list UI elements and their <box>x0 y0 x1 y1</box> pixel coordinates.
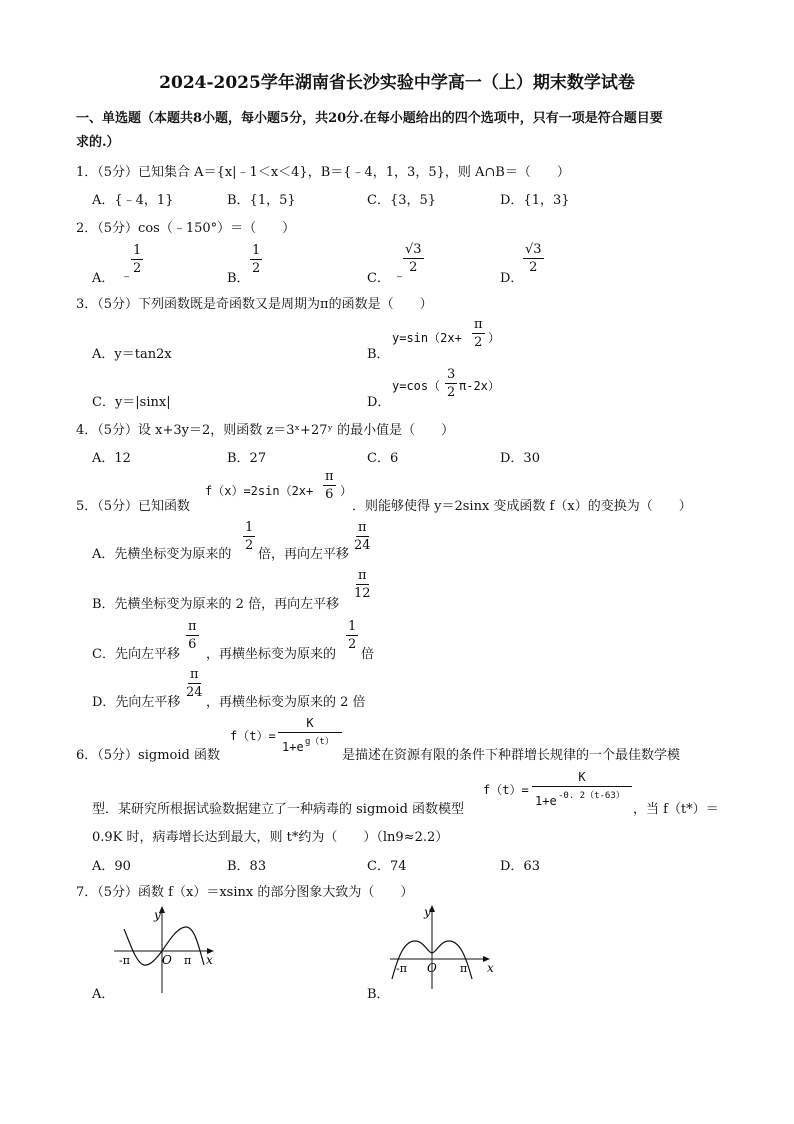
q5-option-d-left: D．先向左平移 <box>92 695 181 710</box>
q7-graph-b <box>388 901 500 991</box>
q6-f1-left: f（t）= <box>230 729 276 743</box>
question-6-line2-left: 型．某研究所根据试验数据建立了一种病毒的 sigmoid 函数模型 <box>92 802 465 817</box>
q2-option-c-sign: ﹣ <box>393 269 407 284</box>
q7b-origin: O <box>427 961 437 975</box>
denominator: 6 <box>188 637 197 652</box>
q6-f1-denominator: 1+e <box>282 740 304 754</box>
q3-option-a: A．y＝tan2x <box>92 347 172 362</box>
q1-option-b: B．{1，5} <box>227 193 296 208</box>
q2-option-b-label: B． <box>227 271 250 286</box>
q4-option-c: C．6 <box>367 451 399 466</box>
q3-option-d-fraction <box>445 368 457 399</box>
q3-option-c: C．y＝|sinx| <box>92 395 171 410</box>
q5-option-b-left: B．先横坐标变为原来的 2 倍，再向左平移 <box>92 597 340 612</box>
q6-f1-numerator: K <box>278 716 342 733</box>
q5-function-fraction <box>323 470 336 501</box>
q2-option-d-fraction <box>523 243 544 274</box>
denominator: 2 <box>245 538 254 553</box>
numerator: √3 <box>525 242 542 257</box>
q5-option-a-mid: 倍，再向左平移 <box>258 547 350 562</box>
q2-option-a-fraction <box>131 244 143 275</box>
q6-f2-left: f（t）= <box>483 783 529 797</box>
question-3-stem: 3．（5分）下列函数既是奇函数又是周期为π的函数是（ ） <box>76 297 433 312</box>
numerator: π <box>358 520 367 535</box>
numerator: π <box>325 469 334 484</box>
denominator: 2 <box>529 260 538 275</box>
denominator: 12 <box>354 586 371 601</box>
q5-option-c-mid: ，再横坐标变为原来的 <box>206 647 337 662</box>
numerator: π <box>474 317 483 332</box>
q6-option-b: B．83 <box>227 859 267 874</box>
q1-option-a: A．{﹣4，1} <box>92 193 174 208</box>
question-6-line3: 0.9K 时，病毒增长达到最大，则 t*约为（ ）（ln9≈2.2） <box>92 830 449 845</box>
q6-f2-exponent: -0. 2（t-63） <box>558 791 625 801</box>
denominator: 24 <box>354 538 371 553</box>
q7a-x-label: x <box>206 953 213 967</box>
q7b-neg-pi: -π <box>396 962 407 975</box>
q6-option-a: A．90 <box>92 859 131 874</box>
q6-f2-numerator: K <box>532 770 632 787</box>
q3-option-b-label: B． <box>367 347 390 362</box>
question-2-stem: 2．（5分）cos（﹣150°）＝（ ） <box>76 221 296 236</box>
section-header-cont: 求的.） <box>76 135 120 150</box>
q5-option-c-left: C．先向左平移 <box>92 647 180 662</box>
numerator: π <box>188 619 197 634</box>
q7b-x-label: x <box>487 961 494 975</box>
q7a-pi: π <box>184 954 192 967</box>
numerator: 1 <box>252 243 261 258</box>
q5-option-c-fraction <box>186 620 199 651</box>
q7-graph-a <box>110 903 220 995</box>
q3-option-b-expr-right: ） <box>488 331 501 345</box>
question-6-stem-left: 6．（5分）sigmoid 函数 <box>76 748 220 763</box>
q5-option-c-right: 倍 <box>361 647 375 662</box>
q4-option-a: A．12 <box>92 451 131 466</box>
q3-option-d-expr-left: y=cos（ <box>392 379 441 393</box>
numerator: π <box>190 667 199 682</box>
question-5-stem-right: ．则能够使得 y＝2sinx 变成函数 f（x）的变换为（ ） <box>352 499 692 514</box>
q7-option-a: A． <box>92 987 115 1002</box>
question-6-stem-mid: 是描述在资源有限的条件下种群增长规律的一个最佳数学模 <box>342 748 681 763</box>
q5-function-right: ） <box>340 484 353 498</box>
q5-option-c-fraction-2 <box>346 620 358 651</box>
q2-option-c-label: C． <box>367 271 390 286</box>
question-5-stem-left: 5．（5分）已知函数 <box>76 499 191 514</box>
denominator: 2 <box>409 260 418 275</box>
q3-option-d-label: D． <box>367 395 391 410</box>
q3-option-d-expr-right: π-2x） <box>459 379 500 393</box>
q5-option-a-left: A．先横坐标变为原来的 <box>92 547 232 562</box>
q2-option-a-label: A． <box>92 271 115 286</box>
denominator: 2 <box>133 261 142 276</box>
question-7-stem: 7．（5分）函数 f（x）＝xsinx 的部分图象大致为（ ） <box>76 885 414 900</box>
q7a-y-label: y <box>154 908 161 922</box>
q2-option-d-label: D． <box>500 271 524 286</box>
question-6-line2-right: ，当 f（t*）＝ <box>633 802 719 817</box>
q2-option-a-sign: ﹣ <box>120 269 134 284</box>
numerator: π <box>358 568 367 583</box>
numerator: 3 <box>447 367 456 382</box>
numerator: 1 <box>348 619 357 634</box>
q3-option-b-fraction <box>472 318 485 349</box>
denominator: 24 <box>186 685 203 700</box>
q5-option-d-right: ，再横坐标变为原来的 2 倍 <box>206 695 366 710</box>
denominator: 2 <box>474 335 483 350</box>
q5-option-a-fraction-2 <box>354 521 371 552</box>
q5-option-b-fraction <box>354 569 371 600</box>
q7a-neg-pi: -π <box>119 954 130 967</box>
q6-f1-exponent: g（t） <box>305 737 334 747</box>
q1-option-d: D．{1，3} <box>500 193 570 208</box>
q4-option-d: D．30 <box>500 451 540 466</box>
q5-function-left: f（x）=2sin（2x+ <box>205 484 314 498</box>
q4-option-b: B．27 <box>227 451 267 466</box>
denominator: 2 <box>252 261 261 276</box>
numerator: 1 <box>133 243 142 258</box>
denominator: 2 <box>348 637 357 652</box>
q1-option-c: C．{3，5} <box>367 193 437 208</box>
q7b-y-label: y <box>424 905 431 919</box>
q7-option-b: B． <box>367 987 390 1002</box>
q6-option-c: C．74 <box>367 859 407 874</box>
question-4-stem: 4．（5分）设 x+3y＝2，则函数 z＝3ˣ+27ʸ 的最小值是（ ） <box>76 423 455 438</box>
numerator: √3 <box>405 242 422 257</box>
q5-option-a-fraction <box>243 521 255 552</box>
q7a-origin: O <box>162 953 172 967</box>
section-header: 一、单选题（本题共8小题，每小题5分，共20分.在每小题给出的四个选项中，只有一项是符合题目要 <box>76 111 663 126</box>
question-1-stem: 1．（5分）已知集合 A＝{x|﹣1＜x＜4}，B＝{﹣4，1，3，5}，则 A∩B＝（ ） <box>76 165 570 180</box>
q7b-pi: π <box>460 962 468 975</box>
denominator: 6 <box>325 487 334 502</box>
q6-f2-denominator: 1+e <box>535 794 557 808</box>
page-title: 2024-2025学年湖南省长沙实验中学高一（上）期末数学试卷 <box>159 73 635 93</box>
q3-option-b-expr-left: y=sin（2x+ <box>392 331 462 345</box>
q5-option-d-fraction <box>186 668 203 699</box>
denominator: 2 <box>447 385 456 400</box>
numerator: 1 <box>245 520 254 535</box>
q2-option-b-fraction <box>250 244 262 275</box>
q2-option-c-fraction <box>403 243 424 274</box>
q6-option-d: D．63 <box>500 859 540 874</box>
